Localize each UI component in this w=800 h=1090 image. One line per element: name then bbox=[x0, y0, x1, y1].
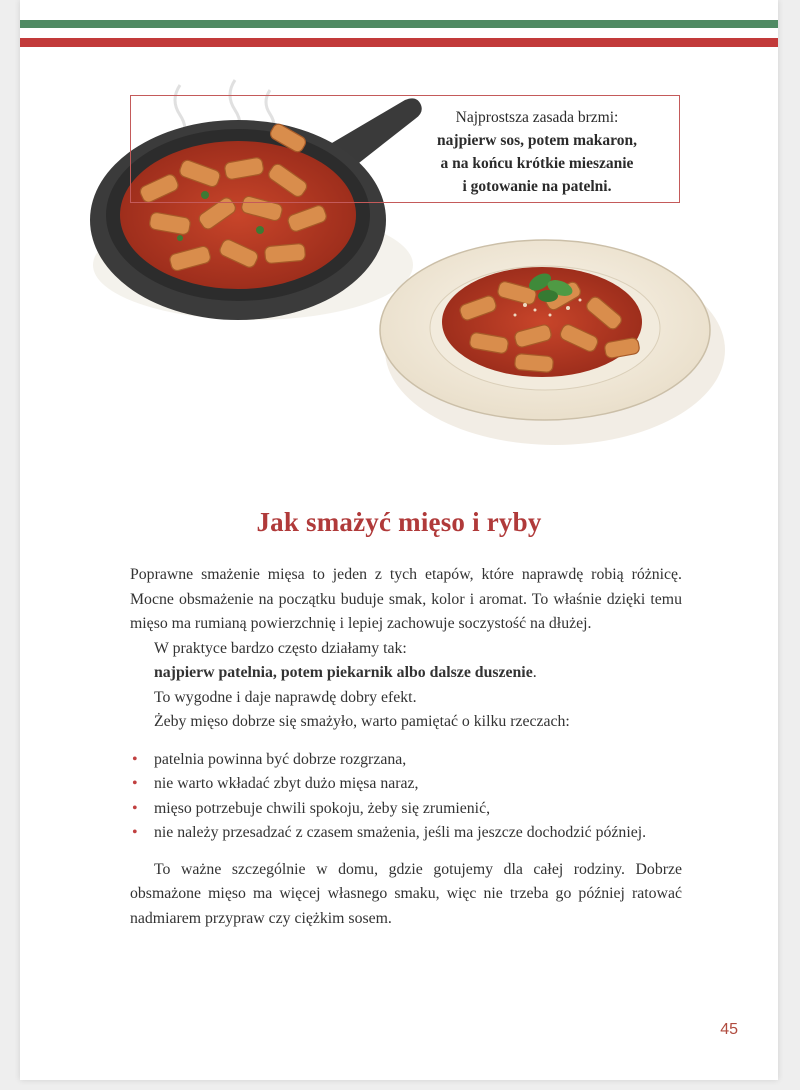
flag-stripe-white bbox=[20, 28, 778, 38]
list-item bbox=[130, 821, 682, 846]
convenient-line: To wygodne i daje naprawdę dobry efekt. bbox=[154, 688, 417, 706]
bold-line-wrapper bbox=[130, 661, 682, 686]
bullet-icon: • bbox=[132, 775, 138, 792]
section-title: Jak smażyć mięso i ryby bbox=[256, 507, 542, 537]
closing-paragraph: To ważne szczególnie w domu, gdzie gotujemy dla całej rodziny. Dobrze obsmażone mięso ma więcej własnego smaku, więc nie trzeba go później ratować nadmiarem przypraw czy ciężkim sosem. bbox=[130, 860, 682, 927]
callout-bold-line: a na końcu krótkie mieszanie bbox=[440, 155, 634, 172]
remember-line: Żeby mięso dobrze się smażyło, warto pamiętać o kilku rzeczach: bbox=[154, 713, 570, 730]
list-item bbox=[130, 797, 682, 822]
bullet-icon: • bbox=[132, 824, 138, 841]
intro-paragraph: Poprawne smażenie mięsa to jeden z tych etapów, które naprawdę robią różnicę. Mocne obsmażenie na początku buduje smak, kolor i aromat. To właśnie dzięki temu mięso ma rumianą powierzchnię i lepiej zachowuje soczystość na dłużej. bbox=[130, 566, 682, 632]
list-item-text: nie warto wkładać zbyt dużo mięsa naraz, bbox=[154, 775, 419, 792]
tip-callout-box bbox=[130, 95, 680, 203]
list-item-text: patelnia powinna być dobrze rozgrzana, bbox=[154, 750, 407, 768]
bullet-icon: • bbox=[132, 750, 138, 768]
flag-stripe-green bbox=[20, 20, 778, 28]
practice-line: W praktyce bardzo często działamy tak: bbox=[154, 639, 407, 657]
bold-line-period: . bbox=[532, 664, 537, 681]
section-body bbox=[130, 563, 682, 931]
flag-stripe-red bbox=[20, 38, 778, 47]
list-item bbox=[130, 748, 682, 773]
callout-bold-line: i gotowanie na patelni. bbox=[462, 178, 612, 195]
page-number: 45 bbox=[720, 1021, 738, 1038]
tips-list bbox=[130, 748, 682, 846]
callout-line: Najprostsza zasada brzmi: bbox=[455, 109, 619, 126]
list-item-text: nie należy przesadzać z czasem smażenia, jeśli ma jeszcze dochodzić później. bbox=[154, 824, 647, 841]
callout-bold-line: najpierw sos, potem makaron, bbox=[437, 132, 637, 149]
plate-icon bbox=[380, 240, 725, 445]
book-page bbox=[20, 0, 778, 1080]
list-item bbox=[130, 772, 682, 797]
bold-line: najpierw patelnia, potem piekarnik albo dalsze duszenie bbox=[154, 664, 533, 681]
list-item-text: mięso potrzebuje chwili spokoju, żeby się zrumienić, bbox=[154, 799, 491, 817]
callout-text bbox=[407, 106, 667, 198]
bullet-icon: • bbox=[132, 799, 138, 817]
